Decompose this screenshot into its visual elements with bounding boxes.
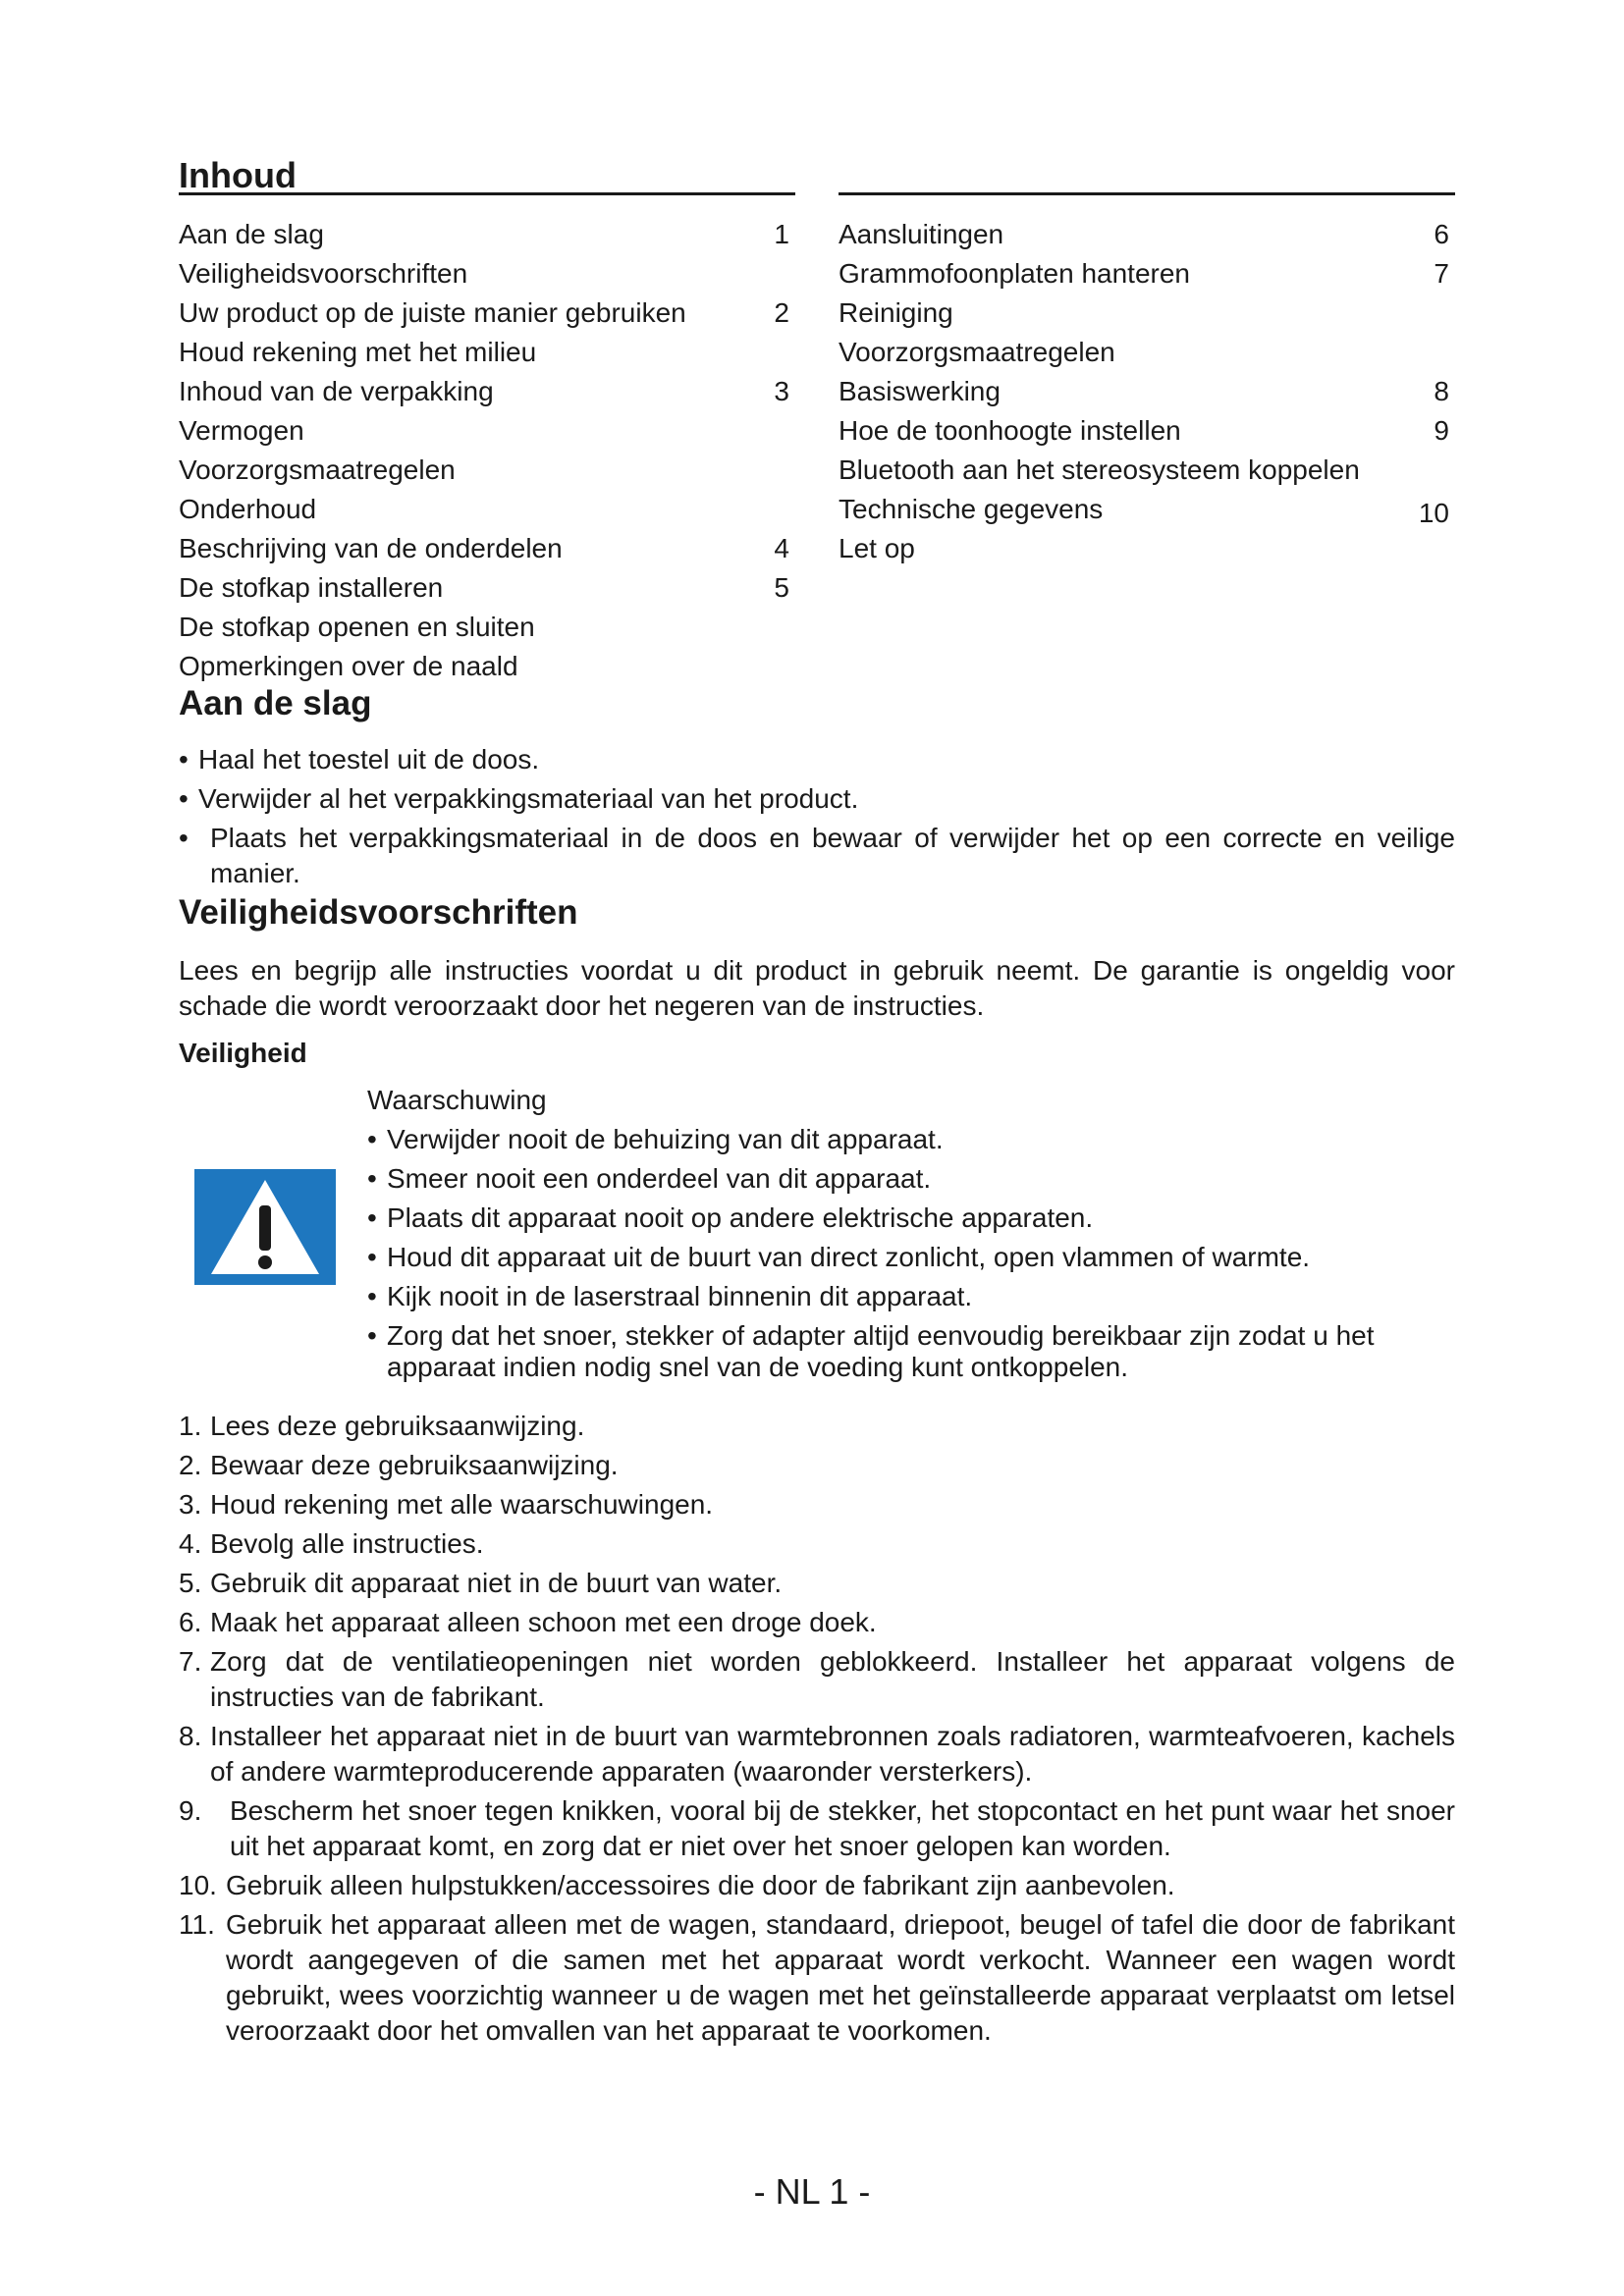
toc-entry-label: Reiniging <box>839 297 953 328</box>
numbered-item-text: Installeer het apparaat niet in de buurt van warmtebronnen zoals radiatoren, warmteafvoeren, kachels of andere warmteproducerende apparaten (waaronder versterkers). <box>210 1721 1455 1787</box>
veiligheid-subhead: Veiligheid <box>179 1038 307 1068</box>
numbered-item-number: 3. <box>179 1489 202 1520</box>
numbered-item-text: Houd rekening met alle waarschuwingen. <box>210 1489 714 1520</box>
toc-entry <box>839 411 1455 451</box>
toc-entry-page: 6 <box>1434 219 1449 249</box>
toc-entry <box>839 254 1455 294</box>
numbered-item-text: Bevolg alle instructies. <box>210 1528 484 1559</box>
toc-entry-page <box>1416 451 1449 490</box>
numbered-item-text: Bescherm het snoer tegen knikken, vooral bij de stekker, het stopcontact en het punt waar het snoer uit het apparaat komt, en zorg dat er niet over het snoer gelopen kan worden. <box>230 1795 1455 1861</box>
numbered-item <box>179 1793 1455 1864</box>
bullet-marker: • <box>367 1320 377 1351</box>
toc-header <box>179 147 795 195</box>
warning-list <box>367 1124 1455 1383</box>
toc-entry <box>839 372 1455 411</box>
veiligheid-intro: Lees en begrijp alle instructies voordat u dit product in gebruik neemt. De garantie is ongeldig voor schade die wordt veroorzaakt door het negeren van de instructies. <box>179 955 1455 1021</box>
warning-item <box>367 1124 1455 1155</box>
bullet-marker: • <box>179 744 189 774</box>
warning-text <box>367 1083 1455 1391</box>
numbered-item <box>179 1644 1455 1715</box>
toc-entry-label: Uw product op de juiste manier gebruiken <box>179 297 686 328</box>
toc-entry-page <box>1416 529 1449 568</box>
numbered-safety-list <box>179 1409 1455 2049</box>
toc-entry <box>839 215 1455 254</box>
toc-entry-label: Veiligheidsvoorschriften <box>179 258 468 289</box>
warning-item-text: Houd dit apparaat uit de buurt van direct zonlicht, open vlammen of warmte. <box>387 1242 1311 1272</box>
numbered-item-text: Gebruik dit apparaat niet in de buurt van water. <box>210 1568 783 1598</box>
toc-entry-label: Opmerkingen over de naald <box>179 651 518 681</box>
toc-entry <box>839 451 1455 490</box>
numbered-item <box>179 1566 1455 1601</box>
numbered-item-text: Maak het apparaat alleen schoon met een droge doek. <box>210 1607 877 1637</box>
warning-item <box>367 1320 1455 1383</box>
toc-entry-label: Aan de slag <box>179 219 324 249</box>
toc-entry <box>179 608 795 647</box>
toc-right-column <box>839 147 1455 686</box>
toc-entry <box>179 568 795 608</box>
toc-entry-page <box>756 451 789 490</box>
warning-title: Waarschuwing <box>367 1085 547 1115</box>
numbered-item <box>179 1487 1455 1522</box>
toc-entry <box>179 294 795 333</box>
page-content <box>179 147 1455 2053</box>
toc-right-list <box>839 215 1455 568</box>
numbered-item-number: 1. <box>179 1411 202 1441</box>
page-number: - NL 1 - <box>753 2171 871 2212</box>
toc-entry <box>839 490 1455 529</box>
warning-triangle-svg <box>207 1176 323 1278</box>
warning-item-text: Plaats dit apparaat nooit op andere elektrische apparaten. <box>387 1202 1094 1233</box>
warning-item <box>367 1242 1455 1273</box>
warning-item-text: Verwijder nooit de behuizing van dit apparaat. <box>387 1124 944 1154</box>
toc-entry <box>179 411 795 451</box>
numbered-item-number: 7. <box>179 1646 202 1677</box>
toc-entry-label: De stofkap openen en sluiten <box>179 612 535 642</box>
bullet-marker: • <box>367 1163 377 1194</box>
toc-entry <box>179 529 795 568</box>
section-title-veiligheid: Veiligheidsvoorschriften <box>179 893 578 932</box>
toc-left-list <box>179 215 795 686</box>
toc-entry-page: 4 <box>774 533 789 563</box>
bullet-marker: • <box>367 1124 377 1154</box>
warning-item <box>367 1281 1455 1312</box>
toc-entry-page: 9 <box>1434 415 1449 446</box>
numbered-item <box>179 1907 1455 2049</box>
toc-entry-page: 7 <box>1434 258 1449 289</box>
list-item-text: Haal het toestel uit de doos. <box>198 744 540 774</box>
toc-entry-label: Aansluitingen <box>839 219 1004 249</box>
toc-entry-page <box>756 608 789 647</box>
toc-entry <box>839 294 1455 333</box>
bullet-marker: • <box>367 1202 377 1233</box>
list-item <box>179 781 1455 817</box>
toc-entry-label: Beschrijving van de onderdelen <box>179 533 563 563</box>
toc-entry-label: Let op <box>839 533 915 563</box>
numbered-item-text: Gebruik het apparaat alleen met de wagen, standaard, driepoot, beugel of tafel die door de fabrikant wordt aangegeven of die samen met het apparaat wordt verkocht. Wanneer een wagen wordt gebruikt, wees voorzichtig wanneer u de wagen met het geïnstalleerde apparaat verplaatst om letsel veroorzaakt door het omvallen van het apparaat te voorkomen. <box>226 1909 1455 2046</box>
list-item <box>179 821 1455 891</box>
warning-triangle-icon <box>194 1169 336 1285</box>
toc-entry-page: 2 <box>774 297 789 328</box>
toc-entry-page <box>756 411 789 451</box>
toc-entry-page <box>1416 294 1449 333</box>
toc-entry <box>839 333 1455 372</box>
toc-entry-label: Onderhoud <box>179 494 317 524</box>
bullet-marker: • <box>179 823 189 853</box>
numbered-item <box>179 1719 1455 1789</box>
bullet-marker: • <box>367 1281 377 1311</box>
toc-entry-page <box>756 490 789 529</box>
toc-entry <box>179 451 795 490</box>
numbered-item <box>179 1526 1455 1562</box>
warning-item <box>367 1163 1455 1195</box>
warning-icon-wrap <box>179 1083 367 1391</box>
list-item <box>179 742 1455 777</box>
numbered-item-number: 11. <box>179 1909 215 1940</box>
toc-entry-page: 3 <box>774 376 789 406</box>
toc-left-column <box>179 147 795 686</box>
toc-entry <box>839 529 1455 568</box>
numbered-item-text: Gebruik alleen hulpstukken/accessoires die door de fabrikant zijn aanbevolen. <box>226 1870 1175 1900</box>
section-title-aan-de-slag: Aan de slag <box>179 684 372 722</box>
toc-header-rule <box>839 147 1455 195</box>
toc-entry-page: 5 <box>774 572 789 603</box>
warning-item-text: Zorg dat het snoer, stekker of adapter altijd eenvoudig bereikbaar zijn zodat u het apparaat indien nodig snel van de voeding kunt ontkoppelen. <box>387 1320 1375 1382</box>
bullet-marker: • <box>367 1242 377 1272</box>
numbered-item-text: Zorg dat de ventilatieopeningen niet worden geblokkeerd. Installeer het apparaat volgens de instructies van de fabrikant. <box>210 1646 1455 1712</box>
toc-entry-page <box>756 333 789 372</box>
numbered-item-number: 10. <box>179 1870 217 1900</box>
numbered-item-number: 4. <box>179 1528 202 1559</box>
toc-entry <box>179 490 795 529</box>
toc-entry-page <box>756 647 789 686</box>
numbered-item-number: 6. <box>179 1607 202 1637</box>
numbered-item <box>179 1868 1455 1903</box>
bullet-marker: • <box>179 783 189 814</box>
warning-item <box>367 1202 1455 1234</box>
toc-entry-label: Basiswerking <box>839 376 1001 406</box>
toc-entry <box>179 372 795 411</box>
toc-entry-label: De stofkap installeren <box>179 572 444 603</box>
toc-entry-page <box>756 254 789 294</box>
numbered-item-number: 9. <box>179 1795 202 1826</box>
toc-entry-page: 8 <box>1434 376 1449 406</box>
toc-title: Inhoud <box>179 155 297 195</box>
list-item-text: Verwijder al het verpakkingsmateriaal van het product. <box>198 783 859 814</box>
toc-entry <box>179 647 795 686</box>
warning-item-text: Smeer nooit een onderdeel van dit apparaat. <box>387 1163 932 1194</box>
numbered-item <box>179 1448 1455 1483</box>
numbered-item-number: 8. <box>179 1721 202 1751</box>
numbered-item-number: 2. <box>179 1450 202 1480</box>
toc-entry-label: Grammofoonplaten hanteren <box>839 258 1190 289</box>
toc-entry-page: 10 <box>1418 498 1449 528</box>
toc-entry-label: Inhoud van de verpakking <box>179 376 494 406</box>
toc-entry <box>179 333 795 372</box>
warning-block <box>179 1083 1455 1391</box>
list-item-text: Plaats het verpakkingsmateriaal in de doos en bewaar of verwijder het op een correcte en veilige manier. <box>210 823 1455 888</box>
numbered-item-text: Lees deze gebruiksaanwijzing. <box>210 1411 585 1441</box>
toc-entry-label: Technische gegevens <box>839 494 1104 524</box>
toc-entry-page: 1 <box>774 219 789 249</box>
toc-entry-label: Vermogen <box>179 415 304 446</box>
toc-entry-label: Hoe de toonhoogte instellen <box>839 415 1181 446</box>
toc-entry-page <box>1416 333 1449 372</box>
numbered-item-text: Bewaar deze gebruiksaanwijzing. <box>210 1450 619 1480</box>
toc-entry-label: Voorzorgsmaatregelen <box>839 337 1115 367</box>
toc-entry <box>179 215 795 254</box>
toc-entry-label: Bluetooth aan het stereosysteem koppelen <box>839 454 1360 485</box>
toc-entry-label: Voorzorgsmaatregelen <box>179 454 456 485</box>
toc-entry-label: Houd rekening met het milieu <box>179 337 537 367</box>
numbered-item <box>179 1605 1455 1640</box>
numbered-item <box>179 1409 1455 1444</box>
aan-de-slag-list <box>179 742 1455 891</box>
warning-item-text: Kijk nooit in de laserstraal binnenin dit apparaat. <box>387 1281 973 1311</box>
table-of-contents <box>179 147 1455 686</box>
numbered-item-number: 5. <box>179 1568 202 1598</box>
toc-entry <box>179 254 795 294</box>
